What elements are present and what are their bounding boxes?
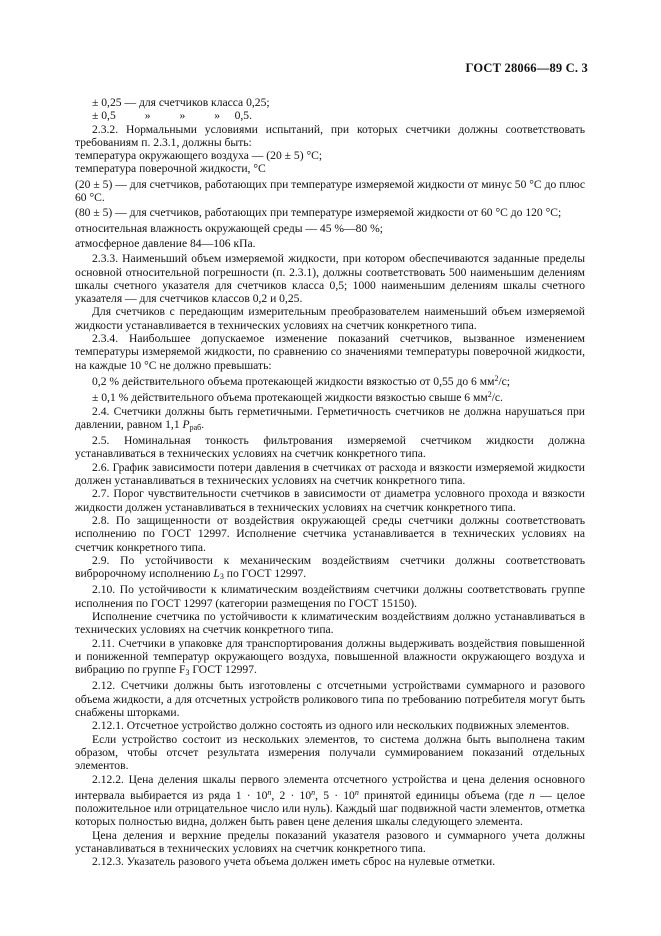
paragraph-2-7: 2.7. Порог чувствительности счетчиков в зависимости от диаметра условного прохода и вязкости жидкости должен устанавливаться в технических условиях на счетчик конкретного типа. [75,487,585,514]
paragraph: Для счетчиков с передающим измерительным преобразователем наименьший объем измеряемой жидкости устанавливается в технических условиях на счетчик конкретного типа. [75,305,585,332]
paragraph-2-12: 2.12. Счетчики должны быть изготовлены с отсчетными устройствами суммарного и разового объема жидкости, а для отсчетных устройств роликового типа по требованию потребителя могут быть снабжены шторками. [75,679,585,720]
text-run: /с. [491,391,503,405]
subscript: 3 [185,668,190,678]
paragraph [75,372,585,388]
document-body [75,96,585,869]
paragraph: относительная влажность окружающей среды — 45 %—80 %; [75,221,384,235]
superscript: 2 [487,390,492,400]
page-header: ГОСТ 28066—89 С. 3 [465,61,588,75]
text-run: . [201,417,205,431]
paragraph-2-10: 2.10. По устойчивости к климатическим воздействиям счетчики должны соответствовать группе исполнения по ГОСТ 12997 (категории размещения по ГОСТ 15150). [75,583,585,610]
text-run: 2.12.2. Цена деления шкалы первого элемента отсчетного устройства и цена деления основного интервала выбирается из ряда 1 · 10 [75,772,585,802]
paragraph: атмосферное давление 84—106 кПа. [75,236,256,250]
paragraph-2-11 [75,637,585,680]
italic-symbol: L [213,567,220,581]
superscript: n [354,787,359,797]
paragraph [75,96,585,109]
text-run: , 5 · 10 [315,788,355,802]
text-run: 2.4. Счетчики должны быть герметичными. Герметичность счетчиков не должна нарушаться при давлении, равном 1,1 [75,404,585,431]
text-run: — целое положительное или отрицательное число или нуль). Каждый шаг подвижной части элементов, отметка которых полностью видна, должен быть равен цене деления шкалы следующего элемента. [75,788,585,829]
paragraph: (20 ± 5) — для счетчиков, работающих при температуре измеряемой жидкости от минус 50 °С до плюс 60 °С. [75,177,585,205]
text-run: ГОСТ 12997. [189,663,257,677]
paragraph-2-8: 2.8. По защищенности от воздействия окружающей среды счетчики должны соответствовать исполнению по ГОСТ 12997. Исполнение счетчика устанавливается в технических условиях на счетчик конкретного типа. [75,513,585,554]
paragraph: Исполнение счетчика по устойчивости к климатическим воздействиям должно устанавливаться в технических условиях на счетчик конкретного типа. [75,609,585,637]
paragraph-2-12-2 [75,773,585,829]
text-line: ± 0,25 — для счетчиков класса 0,25; [92,96,270,109]
paragraph-2-5: 2.5. Номинальная тонкость фильтрования измеряемой счетчиком жидкости должна устанавливаться в технических условиях на счетчик конкретного типа. [75,434,585,461]
paragraph-2-3-3: 2.3.3. Наименьший объем измеряемой жидкости, при котором обеспечиваются заданные пределы основной относительной погрешности (п. 2.3.1), должны соответствовать 500 наименьшим делениям шкалы счетного указателя для счетчиков класса 0,5; 1000 наименьшим делениям шкалы счетного указателя — для счетчиков классов 0,2 и 0,25. [75,252,585,306]
subscript: раб [189,422,202,432]
paragraph [75,109,585,122]
text-run: 2.9. По устойчивости к механическим воздействиям счетчики должны соответствовать вибророчному исполнению [75,553,585,581]
paragraph-2-9 [75,554,585,584]
paragraph: температура окружающего воздуха — (20 ± 5) °С; [75,149,323,163]
italic-symbol: P [182,417,190,431]
paragraph-2-12-1: 2.12.1. Отсчетное устройство должно состоять из одного или нескольких подвижных элементов. [92,719,570,733]
paragraph-2-3-2: 2.3.2. Нормальными условиями испытаний, при которых счетчики должны соответствовать требованиям п. 2.3.1, должны быть: [75,122,585,149]
text-run: ± 0,1 % действительного объема протекающей жидкости вязкостью свыше 6 мм [92,391,488,405]
paragraph: Если устройство состоит из нескольких элементов, то система должна быть выполнена таким образом, чтобы отсчет результата измерения получали суммированием показаний отдельных элементов. [75,732,585,773]
paragraph: Цена деления и верхние пределы показаний указателя разового и суммарного учета должны устанавливаться в технических условиях на счетчик конкретного типа. [75,828,585,856]
text-run: , 2 · 10 [271,788,312,802]
text-run: по ГОСТ 12997. [223,567,307,581]
paragraph-2-6: 2.6. График зависимости потери давления в счетчиках от расхода и вязкости измеряемой жидкости должен устанавливаться в технических условиях на счетчик конкретного типа. [75,460,585,488]
text-run: 0,2 % действительного объема протекающей жидкости вязкостью от 0,55 до 6 мм [92,374,495,388]
superscript: n [311,787,316,797]
text-run: /с; [498,374,511,388]
paragraph [75,388,585,404]
paragraph-2-3-4: 2.3.4. Наибольшее допускаемое изменение показаний счетчиков, вызванное изменением температуры измеряемой жидкости, по сравнению со значениями температуры поверочной жидкости, на каждые 10 °С не должно превышать: [75,332,585,372]
text-run: 2.11. Счетчики в упаковке для транспортирования должны выдерживать воздействия повышенной и пониженной температур окружающего воздуха, повышенной влажности окружающего воздуха и вибрацию по группе F [75,636,585,677]
subscript: 3 [219,572,224,582]
italic-symbol: n [528,788,535,802]
superscript: n [267,787,272,797]
text-run: принятой единицы объема (где [358,788,529,802]
paragraph: температура поверочной жидкости, °С [75,162,266,176]
paragraph-2-4 [75,405,585,435]
paragraph: (80 ± 5) — для счетчиков, работающих при температуре измеряемой жидкости от 60 °С до 120 °С; [75,206,562,220]
superscript: 2 [494,373,499,383]
text-line: ± 0,5 » » » 0,5. [92,109,252,123]
paragraph-2-12-3: 2.12.3. Указатель разового учета объема должен иметь сброс на нулевые отметки. [92,855,496,869]
